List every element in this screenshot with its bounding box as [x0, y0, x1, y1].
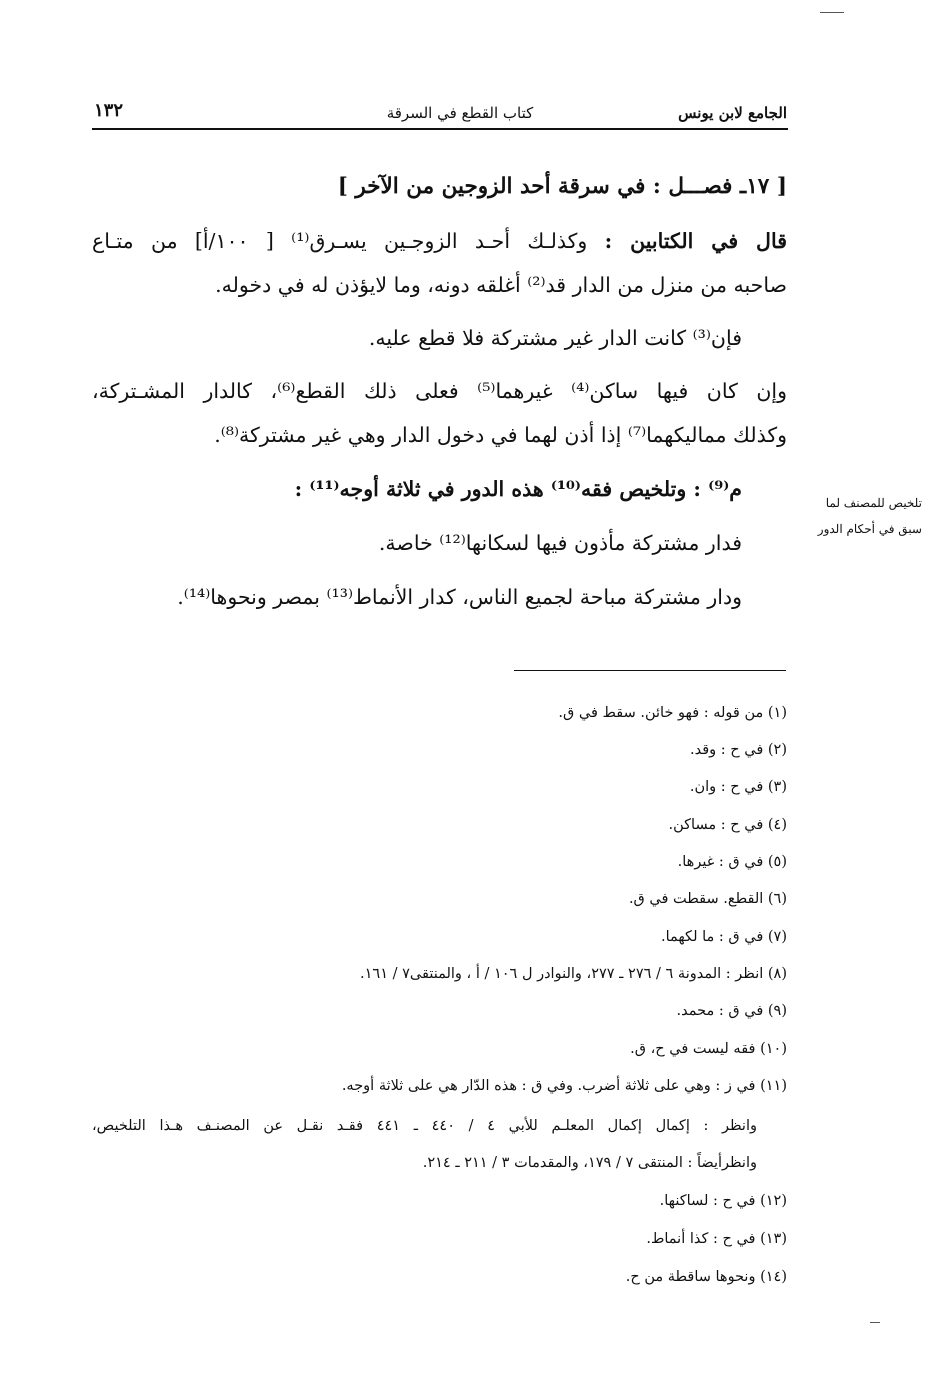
- running-header-title: الجامع لابن يونس: [678, 104, 787, 122]
- margin-note-line: سبق في أحكام الدور: [817, 522, 922, 536]
- body-line: فإن⁽³⁾ كانت الدار غير مشتركة فلا قطع عليه.: [368, 326, 742, 350]
- running-header-section: كتاب القطع في السرقة: [386, 104, 534, 122]
- footnote: (١٠) فقه ليست في ح، ق.: [630, 1041, 787, 1057]
- body-line: وكذلك مماليكهما⁽⁷⁾ إذا أذن لهما في دخول الدار وهي غير مشتركة⁽⁸⁾.: [214, 423, 787, 447]
- page-number: ١٣٢: [94, 100, 124, 121]
- footnote: (١٤) ونحوها ساقطة من ح.: [625, 1269, 787, 1285]
- body-line: ودار مشتركة مباحة لجميع الناس، كدار الأنماط⁽¹³⁾ بمصر ونحوها⁽¹⁴⁾.: [177, 585, 742, 609]
- header-rule: [92, 128, 788, 130]
- section-heading: [ ١٧ـ فصـــل : في سرقة أحد الزوجين من الآخر ]: [337, 174, 787, 199]
- margin-note-line: تلخيص للمصنف لما: [825, 496, 922, 510]
- footnote-continuation: وانظرأيضاً : المنتقى ٧ / ١٧٩، والمقدمات ٣ / ٢١١ ـ ٢١٤.: [422, 1155, 757, 1171]
- footnote: (١٢) في ح : لساكنها.: [659, 1193, 787, 1209]
- body-line: فدار مشتركة مأذون فيها لسكانها⁽¹²⁾ خاصة.: [378, 531, 742, 555]
- body-line: وإن كان فيها ساكن⁽⁴⁾ غيرهما⁽⁵⁾ فعلى ذلك القطع⁽⁶⁾، كالدار المشـتركة،: [92, 379, 788, 403]
- footnote: (١) من قوله : فهو خائن. سقط في ق.: [558, 705, 787, 721]
- footnote: (٣) في ح : وان.: [689, 779, 787, 795]
- body-line: م⁽⁹⁾ : وتلخيص فقه⁽¹⁰⁾ هذه الدور في ثلاثة أوجه⁽¹¹⁾ :: [294, 477, 742, 501]
- footnote-rule: [514, 670, 786, 671]
- footnote: (١٣) في ح : كذا أنماط.: [646, 1231, 787, 1247]
- body-text: وكذلـك أحـد الزوجـين يسـرق⁽¹⁾ [ ١٠٠/أ] من متـاع: [92, 229, 605, 253]
- footnote: (٨) انظر : المدونة ٦ / ٢٧٦ ـ ٢٧٧، والنوادر ل ١٠٦ / أ ، والمنتقى٧ / ١٦١.: [360, 966, 787, 982]
- footnote: (٢) في ح : وقد.: [690, 742, 787, 758]
- source-label: قال في الكتابين :: [604, 229, 787, 253]
- body-line: صاحبه من منزل من الدار قد⁽²⁾ أغلقه دونه، وما لايؤذن له في دخوله.: [215, 273, 787, 297]
- footnote: (٦) القطع. سقطت في ق.: [628, 891, 787, 907]
- footnote: (٧) في ق : ما لكهما.: [660, 929, 787, 945]
- scan-speck: [820, 12, 844, 13]
- footnote: (٥) في ق : غيرها.: [677, 854, 787, 870]
- body-line: [92, 226, 787, 256]
- footnote: (٤) في ح : مساكن.: [668, 817, 787, 833]
- footnote: (١١) في ز : وهي على ثلاثة أضرب. وفي ق : هذه الدّار هي على ثلاثة أوجه.: [341, 1078, 787, 1094]
- footnote-continuation: وانظر : إكمال إكمال المعلـم للأبي ٤ / ٤٤٠ ـ ٤٤١ فقـد نقـل عن المصنـف هـذا التلخيص،: [92, 1118, 757, 1134]
- scan-speck: [870, 1322, 880, 1323]
- footnote: (٩) في ق : محمد.: [676, 1003, 787, 1019]
